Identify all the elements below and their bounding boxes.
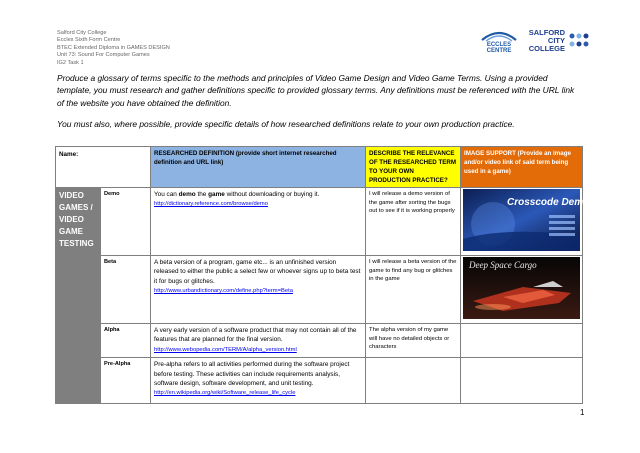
relevance-cell: I will release a demo version of the game after sorting the bugs out to see if it is working properly [366,188,461,256]
definition-cell [151,188,366,256]
image-cell [461,188,590,256]
image-support-header: IMAGE SUPPORT (Provide an image and/or video link of said term being used in a game) [461,147,583,188]
crosscode-demo-screenshot [463,189,590,251]
table-row [56,256,583,324]
eccles-logo [478,28,520,54]
image-cell [461,324,583,358]
definition-cell [151,358,366,404]
deep-space-cargo-screenshot [463,257,580,319]
header-line: IG2 Task 1 [57,59,84,66]
header-line: Salford City College [57,30,107,36]
relevance-cell: I will release a beta version of the game to find any bug or glitches in the game [366,256,461,324]
salford-logo-line3: COLLEGE [528,44,565,53]
table-header-row [56,147,583,188]
term-cell: Beta [101,256,151,324]
task-instructions [57,72,582,140]
header-line: Eccles Sixth Form Centre [57,37,121,44]
definition-bold: demo [178,191,196,198]
term-cell: Pre-Alpha [101,358,151,404]
relevance-cell: The alpha version of my game will have no detailed objects or characters [366,324,461,358]
definition-cell [151,256,366,324]
image-title: Deep Space Cargo [469,260,537,270]
category-cell: VIDEO GAMES / VIDEO GAME TESTING [56,188,101,404]
salford-logo-line1: SALFORD [528,28,565,37]
term-cell: Demo [101,188,151,256]
term-cell: Alpha [101,324,151,358]
definition-text: Pre-alpha refers to all activities performed during the software project before testing. These activities can include requirements analysis, software design, software development, and unit testing. [154,361,350,388]
definition-url-link[interactable]: http://dictionary.reference.com/browse/demo [154,201,268,208]
definition-text: A beta version of a program, game etc... is an unfinished version released to either the public a select few or whoever signs up to beta test it for bugs or glitches. [154,259,361,285]
definition-text: You can [154,191,179,198]
table-row [56,358,583,404]
table-row [56,324,583,358]
page-number: 1 [580,408,585,417]
salford-logo-line2: CITY [547,36,565,45]
salford-college-logo [527,27,597,55]
relevance-cell [366,358,461,404]
glossary-table [55,146,590,404]
table-row [56,188,583,256]
definition-url-link[interactable]: http://en.wikipedia.org/wiki/Software_release_life_cycle [154,390,296,397]
document-header [57,30,170,67]
intro-paragraph: Produce a glossary of terms specific to the methods and principles of Video Game Design and Video Game Terms. Using a provided template, you must research and gather definitions specific to provided glossary terms. Any definitions must be referenced with the URL link of the website you have obtained the definition. [57,73,575,108]
definition-url-link[interactable]: http://www.urbandictionary.com/define.php?term=Beta [154,288,293,295]
researched-definition-header: RESEARCHED DEFINITION (provide short internet researched definition and URL link) [151,147,366,188]
relevance-header: DESCRIBE THE RELEVANCE OF THE RESEARCHED TERM TO YOUR OWN PRODUCTION PRACTICE? [366,147,461,188]
eccles-logo-line1: ECCLES [486,42,512,48]
header-line: Unit 73: Sound For Computer Games [57,52,150,59]
definition-bold: game [208,191,225,198]
name-header: Name: [56,147,151,188]
image-cell [461,358,583,404]
definition-text: the [195,191,209,198]
eccles-logo-line2: CENTRE [486,48,512,54]
definition-text: A very early version of a software product that may not contain all of the features that are planned for the final version. [154,327,357,344]
definition-url-link[interactable]: http://www.webopedia.com/TERM/A/alpha_version.html [154,346,297,353]
image-cell [461,256,583,324]
definition-cell [151,324,366,358]
header-line: BTEC Extended Diploma in GAMES DESIGN [57,44,170,51]
definition-text: without downloading or buying it. [224,191,320,198]
image-title: Crosscode Demo [507,197,590,208]
intro-paragraph: You must also, where possible, provide specific details of how researched definitions relate to your own production practice. [57,119,515,130]
